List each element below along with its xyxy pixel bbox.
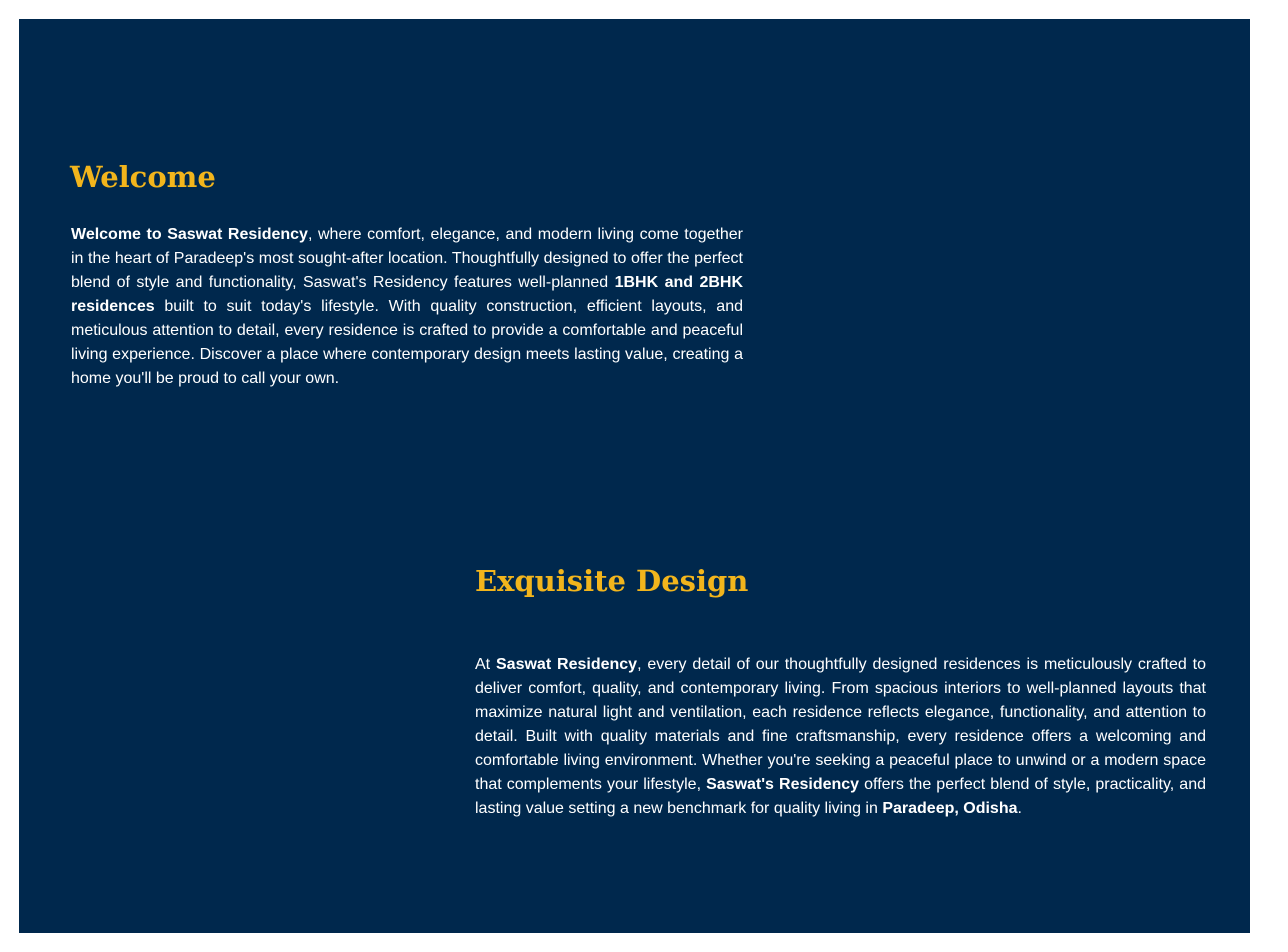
design-paragraph bbox=[475, 653, 1206, 821]
welcome-heading: Welcome bbox=[70, 160, 216, 194]
welcome-text-2: built to suit today's lifestyle. With quality construction, efficient layouts, and meticulous attention to detail, every residence is crafted to provide a comfortable and peaceful living experience. Discover a place where contemporary design meets lasting value, creating a home you'll be proud to call your own. bbox=[71, 298, 743, 387]
welcome-paragraph bbox=[71, 223, 743, 391]
content-panel bbox=[19, 19, 1250, 933]
design-heading: Exquisite Design bbox=[475, 564, 749, 598]
welcome-bold-residences: 1BHK and 2BHK residences bbox=[71, 274, 744, 315]
design-text-1: , every detail of our thoughtfully designed residences is meticulously crafted to deliver comfort, quality, and contemporary living. From spacious interiors to well-planned layouts that maximize natural light and ventilation, each residence reflects elegance, functionality, and attention to detail. Built with quality materials and fine craftsmanship, every residence offers a welcoming and comfortable living environment. Whether you're seeking a peaceful place to unwind or a modern space that complements your lifestyle, bbox=[475, 656, 1207, 793]
design-text-0: At bbox=[475, 656, 496, 673]
design-bold-residency: Saswat's Residency bbox=[706, 776, 860, 793]
welcome-bold-name: Welcome to Saswat Residency bbox=[71, 226, 308, 243]
design-text-3: . bbox=[1017, 800, 1022, 817]
design-bold-name: Saswat Residency bbox=[496, 656, 638, 673]
design-text-2: offers the perfect blend of style, practicality, and lasting value setting a new benchmark for quality living in bbox=[475, 776, 1207, 817]
design-bold-location: Paradeep, Odisha bbox=[882, 800, 1018, 817]
welcome-text-1: , where comfort, elegance, and modern living come together in the heart of Paradeep's most sought-after location. Thoughtfully designed to offer the perfect blend of style and functionality, Saswat's Residency features well-planned bbox=[71, 226, 743, 291]
